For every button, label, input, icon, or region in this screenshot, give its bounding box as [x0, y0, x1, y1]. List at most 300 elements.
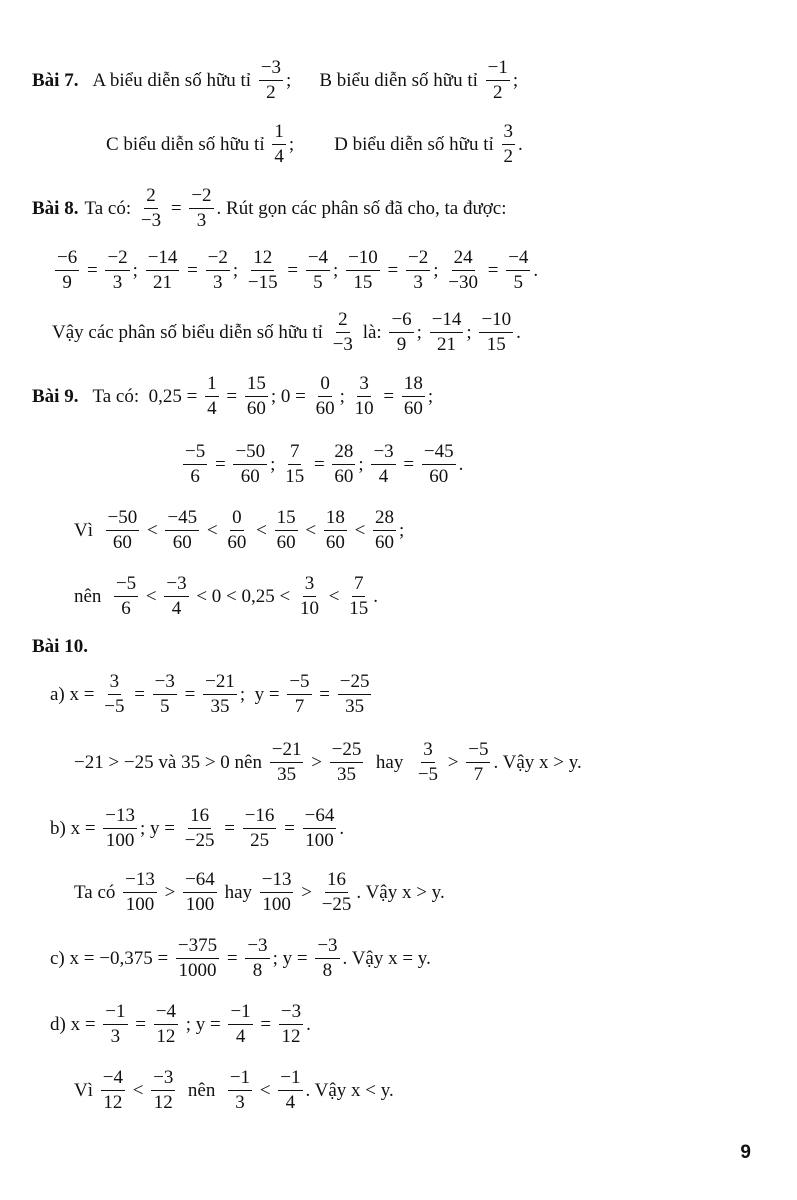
fraction-numerator: −6	[55, 248, 79, 271]
fraction-denominator: 60	[227, 531, 247, 553]
fraction	[416, 740, 440, 786]
math-text: b) x =	[50, 817, 101, 839]
fraction-numerator: −5	[183, 442, 207, 465]
math-text: ;	[433, 259, 444, 281]
bai10-a1	[50, 672, 374, 718]
bai7-row2-line	[106, 122, 523, 168]
bai8-row1-line	[32, 186, 507, 232]
bai9-row4	[74, 574, 378, 620]
math-text: Vậy các phân số biểu diễn số hữu tỉ	[52, 321, 328, 343]
bai9-row2-line	[180, 442, 463, 488]
fraction-denominator: 100	[305, 829, 334, 851]
fraction-numerator: −2	[105, 248, 129, 271]
math-text: −21 > −25 và 35 > 0 nên	[74, 751, 267, 773]
math-text: <	[127, 1079, 149, 1101]
fraction	[324, 508, 347, 554]
math-text: >	[159, 881, 181, 903]
fraction-numerator: −3	[153, 672, 177, 695]
page-number: 9	[740, 1142, 751, 1163]
fraction-denominator: 6	[190, 465, 200, 487]
math-text: < 0 < 0,25 <	[191, 585, 295, 607]
fraction-numerator: −5	[287, 672, 311, 695]
fraction-denominator: 15	[486, 333, 506, 355]
math-text: .	[516, 321, 521, 343]
fraction-numerator: −6	[389, 310, 413, 333]
math-text: ; y =	[180, 1013, 226, 1035]
fraction	[298, 574, 321, 620]
bai7-row1	[92, 58, 518, 104]
fraction	[233, 442, 267, 488]
fraction-numerator: 1	[205, 374, 219, 397]
fraction-denominator: 60	[240, 465, 260, 487]
math-text: <	[142, 519, 163, 541]
fraction-denominator: 7	[473, 763, 484, 785]
fraction-denominator: 4	[378, 465, 389, 487]
fraction-numerator: −3	[279, 1002, 303, 1025]
fraction	[102, 672, 126, 718]
fraction-denominator: 4	[171, 597, 182, 619]
fraction-numerator: −2	[206, 248, 230, 271]
math-text: ; y =	[272, 947, 313, 969]
bai7-title: Bài 7.	[32, 69, 79, 91]
fraction-numerator: −64	[303, 806, 337, 829]
fraction-denominator: 9	[62, 271, 72, 293]
fraction-numerator: −1	[278, 1068, 302, 1091]
math-text: ;	[270, 453, 281, 475]
math-text: =	[282, 259, 303, 281]
bai9-row4-line	[74, 574, 378, 620]
fraction-numerator: 15	[275, 508, 298, 531]
fraction-denominator: 12	[153, 1091, 173, 1113]
math-text: A biểu diễn số hữu tỉ	[92, 69, 256, 91]
fraction-numerator: −1	[228, 1068, 252, 1091]
fraction-denominator: 4	[207, 397, 217, 419]
fraction-numerator: −13	[103, 806, 137, 829]
math-text: =	[222, 947, 243, 969]
math-text: ; y =	[140, 817, 180, 839]
fraction-numerator: 3	[421, 740, 435, 763]
fraction	[502, 122, 516, 168]
bai10-b1-line	[50, 806, 344, 852]
fraction-denominator: 10	[300, 597, 319, 619]
math-text: =	[129, 683, 150, 705]
bai8-row1	[84, 186, 506, 232]
bai10-d1-line	[50, 1002, 311, 1048]
fraction	[55, 248, 79, 294]
fraction	[245, 936, 269, 982]
fraction	[183, 870, 217, 916]
fraction-numerator: −2	[406, 248, 430, 271]
fraction-denominator: −25	[321, 893, 352, 915]
math-text: =	[378, 385, 399, 407]
math-text: nên	[178, 1079, 225, 1101]
fraction	[430, 310, 464, 356]
math-text: ;	[358, 453, 369, 475]
fraction	[479, 310, 513, 356]
fraction-numerator: 3	[108, 672, 122, 695]
fraction-denominator: −3	[332, 333, 353, 355]
bai10-c1	[50, 936, 431, 982]
fraction-numerator: −3	[245, 936, 269, 959]
fraction	[306, 248, 330, 294]
fraction	[246, 248, 280, 294]
bai8-title: Bài 8.	[32, 197, 79, 219]
bai10-d2-line	[74, 1068, 394, 1114]
fraction	[259, 58, 283, 104]
math-text: =	[130, 1013, 151, 1035]
fraction-numerator: −3	[259, 58, 283, 81]
fraction	[151, 1068, 175, 1114]
fraction	[315, 936, 339, 982]
math-text: ;	[333, 259, 344, 281]
math-text: =	[166, 197, 187, 219]
fraction-denominator: 8	[252, 959, 263, 981]
bai10-c1-line	[50, 936, 431, 982]
fraction-denominator: 100	[185, 893, 215, 915]
fraction-numerator: −25	[338, 672, 372, 695]
fraction-numerator: −1	[103, 1002, 127, 1025]
math-text: .	[533, 259, 539, 281]
math-text: . Vậy x > y.	[493, 751, 582, 773]
fraction-denominator: 3	[413, 271, 423, 293]
math-text: .	[373, 585, 378, 607]
fraction-numerator: 7	[352, 574, 366, 597]
fraction	[228, 1002, 252, 1048]
fraction-numerator: −1	[486, 58, 510, 81]
fraction-numerator: −3	[151, 1068, 175, 1091]
fraction	[205, 374, 219, 420]
fraction-denominator: 35	[210, 695, 230, 717]
fraction-numerator: −13	[260, 870, 294, 893]
fraction-numerator: 0	[318, 374, 332, 397]
fraction-numerator: 1	[272, 122, 286, 145]
fraction-numerator: 28	[373, 508, 396, 531]
fraction-denominator: 60	[334, 465, 354, 487]
fraction	[331, 310, 355, 356]
fraction-denominator: 21	[437, 333, 457, 355]
math-text: c) x = −0,375 =	[50, 947, 173, 969]
math-text: hay	[366, 751, 413, 773]
math-text: >	[306, 751, 327, 773]
fraction	[389, 310, 413, 356]
math-text: =	[398, 453, 419, 475]
fraction-denominator: 35	[277, 763, 297, 785]
fraction	[283, 442, 306, 488]
fraction	[106, 508, 140, 554]
fraction-denominator: 3	[110, 1025, 121, 1047]
fraction-denominator: 60	[246, 397, 266, 419]
fraction	[146, 248, 180, 294]
bai9-title: Bài 9.	[32, 385, 79, 407]
fraction-numerator: 18	[402, 374, 425, 397]
math-text: ; y =	[239, 683, 285, 705]
math-text: ;	[339, 385, 350, 407]
fraction-numerator: 28	[332, 442, 355, 465]
fraction-numerator: 0	[230, 508, 244, 531]
bai9-row3	[74, 508, 404, 554]
fraction-denominator: 60	[325, 531, 345, 553]
math-text: hay	[219, 881, 257, 903]
math-text: <	[324, 585, 345, 607]
fraction-denominator: 12	[281, 1025, 301, 1047]
fraction-denominator: 21	[153, 271, 173, 293]
math-text: ;	[512, 69, 519, 91]
fraction-denominator: −30	[448, 271, 478, 293]
fraction-denominator: 6	[121, 597, 131, 619]
fraction	[139, 186, 163, 232]
math-text: ;	[286, 69, 292, 91]
math-text: =	[309, 453, 330, 475]
fraction-numerator: 15	[245, 374, 268, 397]
fraction	[101, 1068, 125, 1114]
fraction-denominator: 9	[396, 333, 407, 355]
fraction	[189, 186, 213, 232]
bai10-title: Bài 10.	[32, 636, 88, 657]
fraction-numerator: −3	[371, 442, 395, 465]
math-text: a) x =	[50, 683, 100, 705]
math-text: =	[179, 683, 201, 705]
bai10-title-line	[32, 636, 88, 658]
math-text: =	[279, 817, 300, 839]
math-text: . Vậy x = y.	[342, 947, 431, 969]
fraction-denominator: 12	[103, 1091, 123, 1113]
fraction-denominator: 2	[493, 81, 503, 103]
fraction	[303, 806, 337, 852]
fraction	[123, 870, 157, 916]
math-text: =	[221, 385, 242, 407]
math-text: <	[300, 519, 321, 541]
fraction-denominator: 3	[112, 271, 123, 293]
fraction-denominator: 4	[285, 1091, 296, 1113]
fraction	[279, 1002, 303, 1048]
fraction-numerator: −45	[165, 508, 199, 531]
fraction-numerator: −13	[123, 870, 157, 893]
bai10-d1	[50, 1002, 311, 1048]
bai8-row3	[52, 310, 521, 356]
math-text: .	[339, 817, 345, 839]
bai10-a2	[74, 740, 582, 786]
bai10-a1-line	[50, 672, 374, 718]
fraction	[338, 672, 372, 718]
bai9-row3-line	[74, 508, 404, 554]
bai8-row2	[52, 248, 538, 294]
fraction	[506, 248, 530, 294]
fraction-numerator: 16	[325, 870, 348, 893]
fraction	[270, 740, 304, 786]
fraction-denominator: 60	[375, 531, 395, 553]
fraction-denominator: 10	[354, 397, 374, 419]
fraction-numerator: 3	[303, 574, 317, 597]
fraction	[114, 574, 138, 620]
fraction-denominator: 100	[262, 893, 291, 915]
fraction	[422, 442, 456, 488]
fraction	[332, 442, 355, 488]
math-text: <	[251, 519, 272, 541]
math-text: ;	[427, 385, 434, 407]
fraction-numerator: 18	[324, 508, 347, 531]
math-text: ;	[399, 519, 405, 541]
math-text: .	[458, 453, 464, 475]
math-text: =	[382, 259, 403, 281]
fraction-denominator: 35	[337, 763, 357, 785]
math-text: =	[82, 259, 103, 281]
math-text: =	[219, 817, 240, 839]
fraction-numerator: −50	[106, 508, 140, 531]
math-text: =	[314, 683, 335, 705]
fraction-denominator: −5	[417, 763, 439, 785]
fraction-denominator: 25	[250, 829, 270, 851]
bai10-d2	[74, 1068, 394, 1114]
fraction	[446, 248, 480, 294]
fraction-denominator: 2	[503, 145, 514, 167]
fraction-denominator: 60	[172, 531, 192, 553]
fraction-denominator: 15	[353, 271, 373, 293]
fraction	[176, 936, 219, 982]
fraction-numerator: −3	[164, 574, 188, 597]
fraction-denominator: 60	[429, 465, 449, 487]
fraction-numerator: −4	[506, 248, 530, 271]
fraction-denominator: 3	[235, 1091, 245, 1113]
fraction-numerator: 2	[144, 186, 158, 209]
fraction	[330, 740, 364, 786]
fraction	[486, 58, 510, 104]
fraction	[245, 374, 268, 420]
math-text: <	[349, 519, 371, 541]
fraction-numerator: 24	[452, 248, 475, 271]
fraction-denominator: 100	[125, 893, 155, 915]
fraction-numerator: −4	[101, 1068, 125, 1091]
fraction	[260, 870, 294, 916]
math-text: .	[518, 133, 523, 155]
fraction-numerator: 12	[251, 248, 274, 271]
fraction-numerator: −10	[479, 310, 513, 333]
fraction-denominator: 5	[313, 271, 323, 293]
fraction-denominator: 60	[112, 531, 132, 553]
fraction-denominator: −3	[140, 209, 162, 231]
fraction-denominator: 3	[212, 271, 223, 293]
fraction	[153, 672, 177, 718]
math-text: d) x =	[50, 1013, 101, 1035]
fraction-numerator: −14	[430, 310, 464, 333]
fraction	[320, 870, 354, 916]
fraction-denominator: 4	[235, 1025, 246, 1047]
fraction	[243, 806, 277, 852]
fraction	[346, 248, 380, 294]
math-text: C biểu diễn số hữu tỉ	[106, 133, 270, 155]
fraction-numerator: −3	[315, 936, 339, 959]
fraction	[105, 248, 129, 294]
fraction	[183, 806, 217, 852]
math-text: .	[306, 1013, 311, 1035]
math-text: ;	[466, 321, 477, 343]
bai10-b1	[50, 806, 344, 852]
fraction-denominator: 15	[349, 597, 369, 619]
fraction	[228, 1068, 252, 1114]
fraction-numerator: −1	[228, 1002, 252, 1025]
fraction-numerator: −21	[270, 740, 304, 763]
math-text: . Vậy x < y.	[305, 1079, 394, 1101]
fraction	[183, 442, 207, 488]
fraction-denominator: 4	[274, 145, 284, 167]
bai7-row2	[106, 122, 523, 168]
bai10-b2	[74, 870, 445, 916]
fraction-denominator: 100	[105, 829, 135, 851]
fraction-numerator: −14	[146, 248, 180, 271]
fraction	[165, 508, 199, 554]
fraction-denominator: 5	[513, 271, 524, 293]
math-text: Vì	[74, 1079, 98, 1101]
bai9-row2	[180, 442, 463, 488]
fraction	[103, 806, 137, 852]
math-text: B biểu diễn số hữu tỉ	[319, 69, 483, 91]
fraction	[275, 508, 298, 554]
fraction-numerator: −5	[114, 574, 138, 597]
math-text: ;	[416, 321, 427, 343]
fraction-numerator: 16	[188, 806, 211, 829]
math-text: ;	[288, 133, 295, 155]
fraction-denominator: −25	[184, 829, 215, 851]
fraction	[466, 740, 490, 786]
bai10-a2-line	[74, 740, 582, 786]
fraction-denominator: 35	[345, 695, 365, 717]
fraction	[103, 1002, 127, 1048]
fraction-numerator: −2	[189, 186, 213, 209]
math-text: ;	[232, 259, 243, 281]
fraction-numerator: −4	[154, 1002, 178, 1025]
math-text: >	[296, 881, 317, 903]
fraction-denominator: 8	[322, 959, 333, 981]
fraction-denominator: 5	[160, 695, 170, 717]
bai10-b2-line	[74, 870, 445, 916]
math-text: . Vậy x > y.	[356, 881, 445, 903]
math-text: D biểu diễn số hữu tỉ	[334, 133, 499, 155]
fraction-denominator: 60	[403, 397, 423, 419]
fraction-numerator: −21	[203, 672, 237, 695]
fraction-numerator: −5	[466, 740, 490, 763]
fraction	[347, 574, 370, 620]
fraction-numerator: −10	[346, 248, 380, 271]
math-text: <	[141, 585, 162, 607]
bai9-row1-line	[32, 374, 433, 420]
fraction	[371, 442, 395, 488]
math-text: =	[210, 453, 231, 475]
fraction-numerator: −50	[233, 442, 267, 465]
bai8-row2-line	[52, 248, 538, 294]
fraction	[154, 1002, 178, 1048]
fraction	[402, 374, 425, 420]
math-text: nên	[74, 585, 111, 607]
fraction-numerator: 2	[336, 310, 350, 333]
fraction-numerator: 7	[288, 442, 302, 465]
bai7-row1-line	[32, 58, 518, 104]
fraction-numerator: −64	[183, 870, 217, 893]
math-text: =	[182, 259, 203, 281]
fraction	[406, 248, 430, 294]
bai8-row3-line	[52, 310, 521, 356]
fraction-numerator: −25	[330, 740, 364, 763]
math-text: là:	[357, 321, 387, 343]
math-text: >	[443, 751, 464, 773]
math-text: Ta có:	[84, 197, 136, 219]
math-text: ;	[132, 259, 143, 281]
math-text: Vì	[74, 519, 103, 541]
math-text: ; 0 =	[270, 385, 311, 407]
fraction-denominator: 1000	[178, 959, 217, 981]
math-text: <	[255, 1079, 276, 1101]
fraction-denominator: 7	[294, 695, 305, 717]
fraction-numerator: 3	[502, 122, 516, 145]
fraction	[225, 508, 248, 554]
